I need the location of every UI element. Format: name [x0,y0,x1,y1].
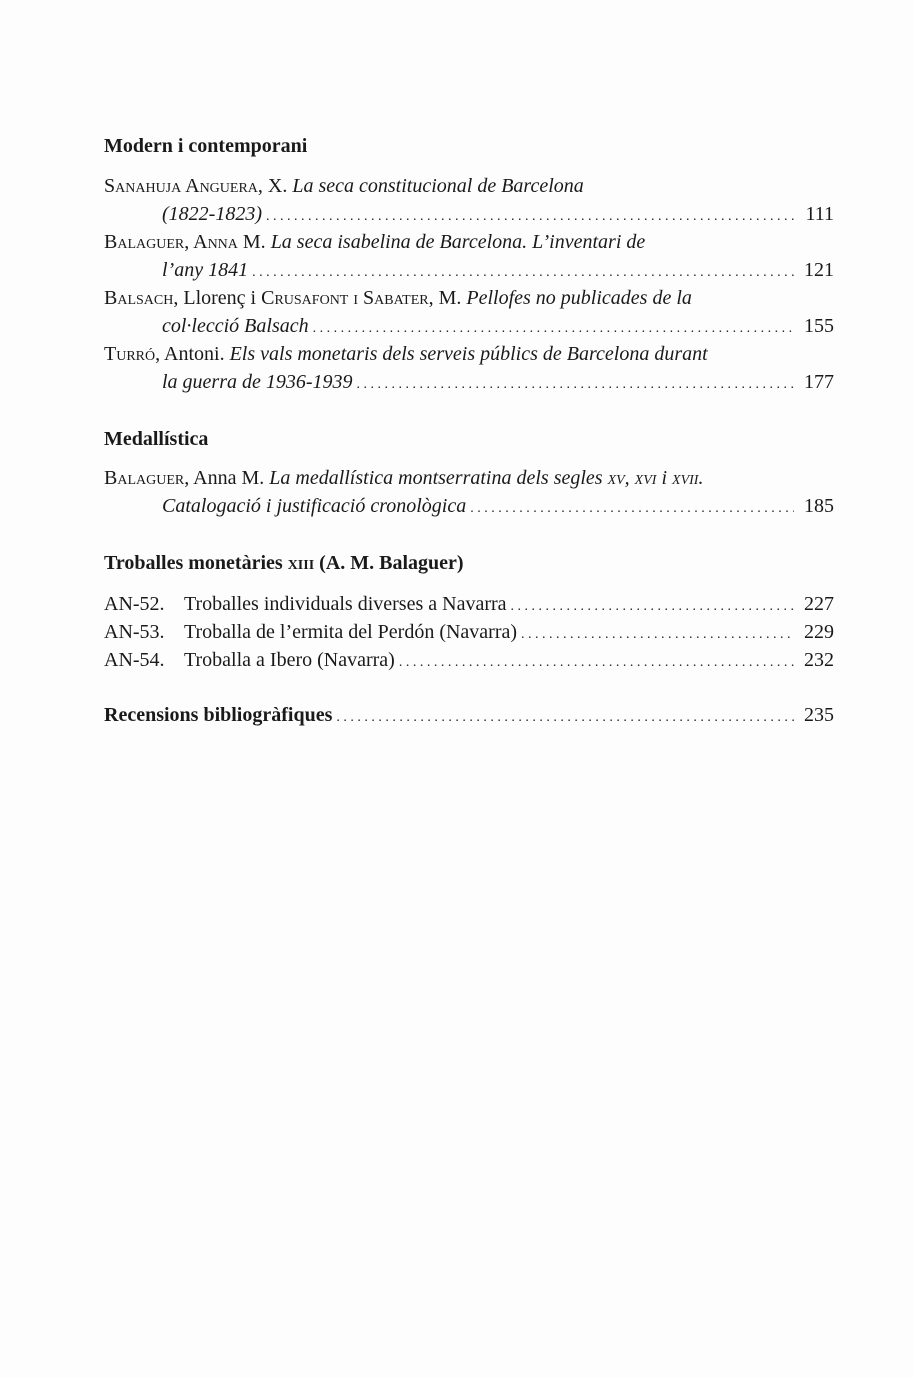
dot-leader [521,620,794,647]
toc-entry-medallistica [104,466,804,490]
toc-entry-recensions [104,703,834,730]
section-heading-troballes [104,551,464,575]
entry-title-cont: col·lecció Balsach [162,315,309,337]
page-number: 111 [805,203,834,225]
entry-author: Turró, [104,343,161,365]
entry-text: Troballes individuals diverses a Navarra [184,593,507,615]
entry-title-cont: (1822-1823) [162,203,262,225]
section-heading-recensions: Recensions bibliogràfiques [104,704,333,726]
page-number: 229 [804,621,834,643]
dot-leader [313,314,794,341]
toc-entry-turro-cont [162,370,834,397]
page-number: 232 [804,649,834,671]
toc-entry-balsach-cont [162,314,834,341]
page-number: 235 [804,704,834,726]
dot-leader [511,592,794,619]
dot-leader [252,258,794,285]
page-number: 185 [804,495,834,517]
entry-title-roman-centuries: xv, xvi [607,467,657,489]
entry-code-label: AN-53. [104,621,165,643]
entry-author: Balsach, [104,287,179,309]
entry-author: Balaguer, [104,467,190,489]
entry-title-cont: l’any 1841 [162,259,249,281]
entry-author: Sanahuja Anguera, X. [104,175,288,197]
entry-title: La medallística montserratina dels segles [269,467,603,489]
toc-entry-balaguer-isabelina-cont [162,258,834,285]
entry-author-second: Crusafont i Sabater, M. [261,287,462,309]
heading-troballes-author: (A. M. Balaguer) [319,552,464,574]
toc-entry-an53 [104,620,834,647]
entry-text: Troballa de l’ermita del Perdón (Navarra) [184,621,518,643]
toc-entry-medallistica-cont [162,494,834,521]
entry-code [104,620,517,644]
entry-text: Troballa a Ibero (Navarra) [184,649,395,671]
toc-entry-an52 [104,592,834,619]
toc-entry-balaguer-isabelina [104,230,804,254]
toc-entry-an54 [104,648,834,675]
section-heading-modern: Modern i contemporani [104,135,308,157]
entry-title-cont: la guerra de 1936-1939 [162,371,353,393]
heading-troballes-main: Troballes monetàries [104,552,283,574]
dot-leader [266,202,794,229]
toc-entry-turro [104,342,804,366]
dot-leader [470,494,794,521]
entry-title: La seca constitucional de Barcelona [292,175,584,197]
heading-troballes-number: xiii [287,552,315,574]
entry-author-join: i [250,287,257,309]
entry-code [104,648,395,672]
page-number: 155 [804,315,834,337]
section-heading-medallistica: Medallística [104,428,209,450]
toc-entry-balsach [104,286,804,310]
page-number: 177 [804,371,834,393]
entry-author-name: Llorenç [183,287,246,309]
toc-entry-sanahuja-cont [162,202,834,229]
entry-author-name: Antoni. [164,343,225,365]
entry-code-label: AN-52. [104,593,165,615]
entry-author: Balaguer, Anna M. [104,231,266,253]
entry-title: Els vals monetaris dels serveis públics de Barcelona durant [229,343,708,365]
page-number: 227 [804,593,834,615]
entry-title: La seca isabelina de Barcelona. L’inventari de [270,231,646,253]
page-number: 121 [804,259,834,281]
dot-leader [336,703,794,730]
entry-title-join: i [661,467,668,489]
dot-leader [357,370,794,397]
entry-title: Pellofes no publicades de la [466,287,692,309]
entry-code-label: AN-54. [104,649,165,671]
entry-author-name: Anna M. [193,467,265,489]
entry-title-roman-century-last: xvii. [672,467,704,489]
entry-code [104,592,507,616]
entry-title-cont: Catalogació i justificació cronològica [162,495,467,517]
dot-leader [399,648,794,675]
toc-entry-sanahuja [104,174,804,198]
